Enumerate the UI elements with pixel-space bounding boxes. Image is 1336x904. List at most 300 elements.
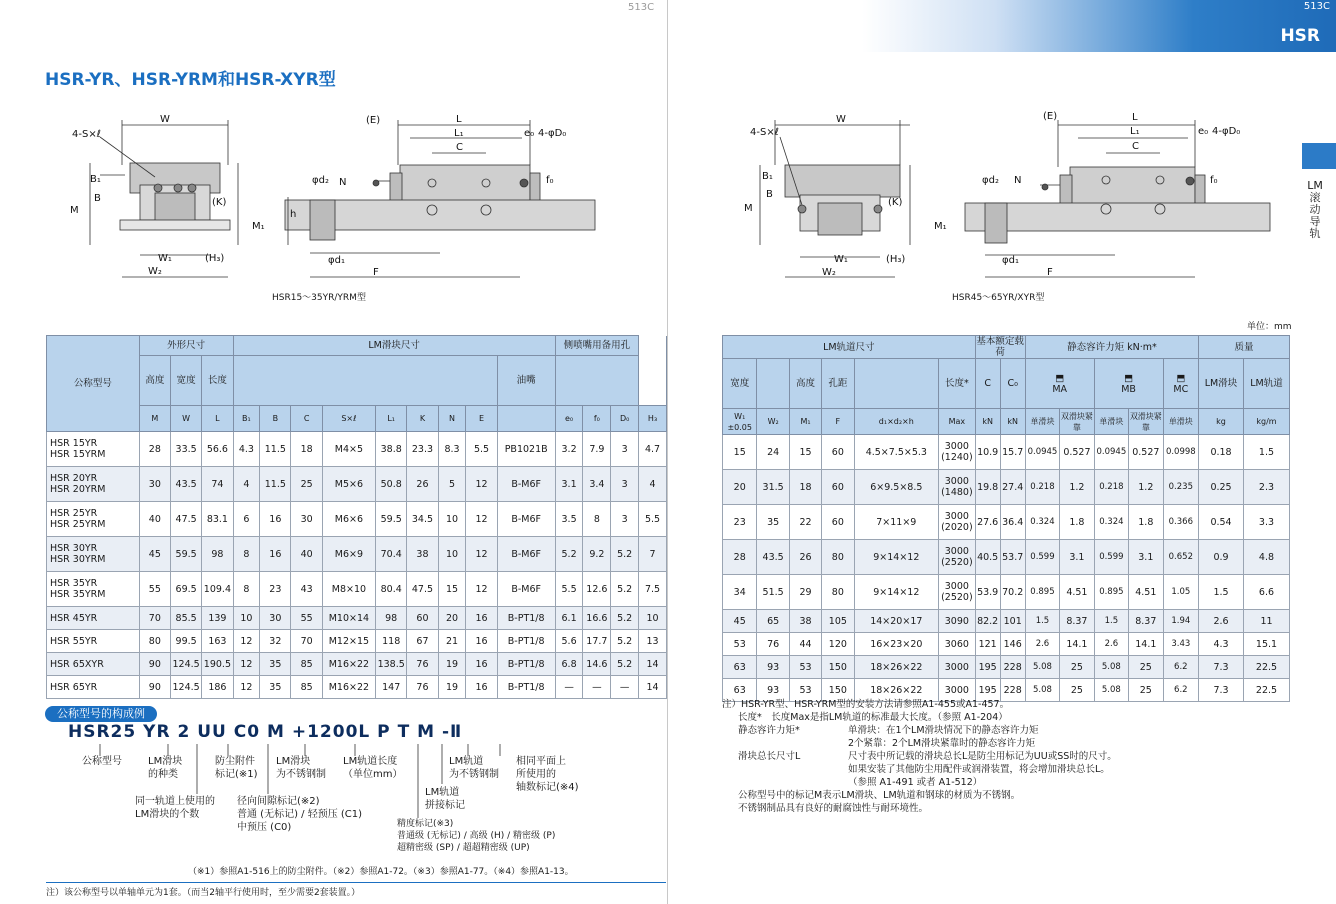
th-mb	[1094, 359, 1163, 409]
cell-l1: 50.8	[376, 467, 407, 502]
th-sym-h3: H₃	[639, 406, 667, 432]
th-sym-f0: f₀	[583, 406, 611, 432]
cell-mb1: 0.895	[1094, 575, 1128, 610]
cell-mb2: 1.8	[1129, 505, 1163, 540]
cell-mb2: 4.51	[1129, 575, 1163, 610]
cell-mc: 0.235	[1163, 470, 1199, 505]
cell-l1: 38.8	[376, 432, 407, 467]
cell-b1: 12	[233, 630, 260, 653]
th-sym-e0: e₀	[555, 406, 583, 432]
lbl-model: 公称型号	[82, 756, 122, 767]
cell-e0: —	[555, 676, 583, 699]
lbl-len-2: （单位mm）	[343, 769, 403, 780]
right-drawing-caption: HSR45～65YR/XYR型	[952, 293, 1045, 303]
r-lbl-b1: B₁	[762, 171, 773, 182]
lbl-steel	[276, 755, 326, 781]
table-row	[723, 505, 1290, 540]
cell-w1: 45	[723, 610, 757, 633]
cell-model-line: HSR 35YRM	[50, 589, 106, 600]
cell-b1: 8	[233, 537, 260, 572]
cell-cdyn: 121	[975, 633, 1000, 656]
cell-l: 74	[202, 467, 233, 502]
cell-max	[939, 575, 976, 610]
lbl-h: h	[290, 209, 297, 220]
cell-mc: 0.652	[1163, 540, 1199, 575]
note-3b: 2个紧靠：2个LM滑块紧靠时的静态容许力矩	[848, 738, 1036, 749]
cell-mb1: 2.6	[1094, 633, 1128, 656]
cell-e: 16	[466, 676, 497, 699]
th-sym-e: E	[466, 406, 497, 432]
cell-w1: 34	[723, 575, 757, 610]
cell-max-v: 3000	[944, 546, 969, 557]
cell-m1: 26	[789, 540, 821, 575]
cell-mb: 0.25	[1199, 470, 1244, 505]
cell-model	[47, 676, 140, 699]
th-sym-n: N	[438, 406, 466, 432]
r-lbl-f: F	[1047, 267, 1053, 278]
cell-m1: 18	[789, 470, 821, 505]
r-lbl-c: C	[1132, 141, 1139, 152]
table-row	[723, 610, 1290, 633]
cell-model-line: HSR 20YRM	[50, 484, 106, 495]
cell-k: 60	[407, 607, 438, 630]
cell-mb1: 0.0945	[1094, 435, 1128, 470]
cell-mb1: 5.08	[1094, 679, 1128, 702]
r-lbl-f0: f₀	[1210, 175, 1218, 186]
cell-c: 43	[291, 572, 322, 607]
th-sym-f: F	[822, 409, 854, 435]
cell-ma2: 3.1	[1060, 540, 1094, 575]
cell-m1: 53	[789, 656, 821, 679]
cell-c: 85	[291, 653, 322, 676]
lbl-f: F	[373, 267, 379, 278]
cell-ma2: 25	[1060, 656, 1094, 679]
cell-s: M16×22	[322, 676, 375, 699]
cell-c0: 228	[1000, 679, 1025, 702]
cell-mr: 22.5	[1243, 679, 1289, 702]
cell-mb2: 1.2	[1129, 470, 1163, 505]
th-sym-w1-v: W₁	[734, 411, 746, 421]
r-lbl-d2: φd₂	[982, 175, 999, 186]
cell-s: M8×10	[322, 572, 375, 607]
spec-table-left	[46, 335, 667, 699]
cell-h3: 7	[639, 537, 667, 572]
cell-h3: 14	[639, 676, 667, 699]
lbl-acc-2: 普通级 (无标记) / 高级 (H) / 精密级 (P)	[397, 831, 556, 841]
notes	[722, 698, 1312, 815]
cell-d: 6×9.5×8.5	[854, 470, 939, 505]
cell-f: 60	[822, 505, 854, 540]
note-3-label: 静态容许力矩*	[738, 725, 800, 736]
cell-mr: 15.1	[1243, 633, 1289, 656]
note-4c: （参照 A1-491 或者 A1-512）	[848, 777, 983, 788]
cell-l: 98	[202, 537, 233, 572]
cell-model-line: HSR 65XYR	[50, 658, 104, 670]
cell-mc: 3.43	[1163, 633, 1199, 656]
cell-mb1: 0.218	[1094, 470, 1128, 505]
cell-mc: 0.0998	[1163, 435, 1199, 470]
cell-model	[47, 653, 140, 676]
page-title: HSR-YR、HSR-YRM和HSR-XYR型	[45, 70, 336, 90]
cell-f: 60	[822, 470, 854, 505]
th-sym-m: M	[139, 406, 170, 432]
cell-s: M4×5	[322, 432, 375, 467]
th-sym-b: B	[260, 406, 291, 432]
cell-model-line: HSR 45YR	[50, 612, 98, 624]
th-mb-label: MB	[1121, 383, 1136, 395]
cell-model-line: HSR 15YRM	[50, 449, 106, 460]
cell-cdyn: 195	[975, 656, 1000, 679]
th-sym-kn: kN	[975, 409, 1000, 435]
table-row	[47, 607, 667, 630]
cell-l: 83.1	[202, 502, 233, 537]
cell-b1: 4.3	[233, 432, 260, 467]
cell-mb1: 5.08	[1094, 656, 1128, 679]
th-rail-len: 长度*	[939, 359, 976, 409]
cell-mc: 0.366	[1163, 505, 1199, 540]
cell-mb2: 0.527	[1129, 435, 1163, 470]
cell-h3: 10	[639, 607, 667, 630]
page-spine	[667, 0, 668, 904]
th-block: LM滑块尺寸	[233, 336, 555, 356]
lbl-k: (K)	[212, 197, 227, 208]
cell-max-v: 3000	[944, 441, 969, 452]
cell-w: 124.5	[170, 653, 201, 676]
cell-e: 5.5	[466, 432, 497, 467]
cell-b: 35	[260, 653, 291, 676]
th-sym-sl: S×ℓ	[322, 406, 375, 432]
cell-f0: 9.2	[583, 537, 611, 572]
table-row	[723, 656, 1290, 679]
cell-cdyn: 10.9	[975, 435, 1000, 470]
cell-m1: 29	[789, 575, 821, 610]
cell-e0: 6.1	[555, 607, 583, 630]
cell-k: 23.3	[407, 432, 438, 467]
table-row	[47, 467, 667, 502]
r-lbl-4s: 4-S×ℓ	[750, 127, 779, 138]
table-row	[723, 575, 1290, 610]
cell-ma2: 25	[1060, 679, 1094, 702]
cell-b: 16	[260, 502, 291, 537]
lbl-joint-2: 拼接标记	[425, 800, 465, 811]
cell-ma1: 1.5	[1025, 610, 1059, 633]
lbl-clear-2: 普通 (无标记) / 轻预压 (C1)	[237, 809, 363, 820]
table-row	[47, 537, 667, 572]
cell-w1: 23	[723, 505, 757, 540]
cell-w1: 53	[723, 633, 757, 656]
cell-d0: —	[611, 676, 639, 699]
cell-l: 109.4	[202, 572, 233, 607]
lbl-dust-1: 防尘附件	[215, 756, 255, 767]
th-sym-w1	[723, 409, 757, 435]
cell-f: 80	[822, 575, 854, 610]
cell-b: 11.5	[260, 432, 291, 467]
cell-e0: 5.5	[555, 572, 583, 607]
cell-c: 70	[291, 630, 322, 653]
cell-max-alt: (1480)	[941, 487, 973, 498]
cell-k: 47.5	[407, 572, 438, 607]
code-part-type: YR	[143, 722, 171, 742]
cell-n: 21	[438, 630, 466, 653]
cell-c0: 101	[1000, 610, 1025, 633]
cell-model	[47, 537, 140, 572]
cell-b1: 8	[233, 572, 260, 607]
note-3a: 单滑块：在1个LM滑块情况下的静态容许力矩	[848, 725, 1039, 736]
table-row	[47, 630, 667, 653]
cell-mr: 3.3	[1243, 505, 1289, 540]
cell-max-v: 3060	[944, 638, 969, 650]
cell-ma1: 0.599	[1025, 540, 1059, 575]
cell-w1: 15	[723, 435, 757, 470]
cell-l1: 147	[376, 676, 407, 699]
cell-d0: 5.2	[611, 572, 639, 607]
th-mass: 质量	[1199, 336, 1290, 359]
lbl-rsteel-1: LM轨道	[449, 756, 484, 767]
side-tab	[1302, 143, 1336, 169]
lbl-type	[148, 755, 182, 781]
cell-ma2: 14.1	[1060, 633, 1094, 656]
table-row	[47, 572, 667, 607]
table-row	[723, 435, 1290, 470]
cell-s: M16×22	[322, 653, 375, 676]
th-sym-m1: M₁	[789, 409, 821, 435]
cell-c0: 53.7	[1000, 540, 1025, 575]
cell-d0: 5.2	[611, 653, 639, 676]
cell-d: 18×26×22	[854, 679, 939, 702]
th-model: 公称型号	[47, 336, 140, 432]
lbl-d1: φd₁	[328, 255, 345, 266]
r-lbl-w1: W₁	[834, 254, 848, 265]
cell-mr: 22.5	[1243, 656, 1289, 679]
lbl-axis-2: 所使用的	[516, 769, 556, 780]
cell-n: 5	[438, 467, 466, 502]
th-sym-d0: D₀	[611, 406, 639, 432]
right-page-number: 513C	[1303, 1, 1330, 12]
cell-k: 38	[407, 537, 438, 572]
cell-max	[939, 610, 976, 633]
cell-s: M12×15	[322, 630, 375, 653]
cell-h3: 4	[639, 467, 667, 502]
cell-mc: 1.94	[1163, 610, 1199, 633]
lbl-n: N	[339, 177, 347, 188]
cell-w2: 93	[757, 679, 789, 702]
th-sidehole: 侧喷嘴用备用孔	[555, 336, 638, 356]
cell-e: 12	[466, 537, 497, 572]
cell-oil: B-M6F	[497, 537, 555, 572]
th-pitch: 孔距	[822, 359, 854, 409]
cell-max-alt: (2520)	[941, 557, 973, 568]
note-6: 不锈钢制品具有良好的耐腐蚀性与耐环境性。	[738, 803, 929, 814]
cell-mb: 0.9	[1199, 540, 1244, 575]
code-refs: （※1）参照A1-516上的防尘附件。（※2）参照A1-72。（※3）参照A1-77。（※4）参照A1-13。	[188, 867, 574, 877]
code-part-accuracy: P	[377, 722, 391, 742]
lbl-dust-2: 标记(※1)	[215, 769, 258, 780]
th-moment: 静态容许力矩 kN·m*	[1025, 336, 1198, 359]
cell-oil: B-PT1/8	[497, 607, 555, 630]
cell-e: 16	[466, 630, 497, 653]
mc-icon: ⬒	[1176, 372, 1186, 384]
cell-b1: 12	[233, 676, 260, 699]
cell-c: 40	[291, 537, 322, 572]
cell-l: 56.6	[202, 432, 233, 467]
cell-n: 8.3	[438, 432, 466, 467]
cell-f0: 17.7	[583, 630, 611, 653]
th-mass-block: LM滑块	[1199, 359, 1244, 409]
cell-f0: 14.6	[583, 653, 611, 676]
cell-h3: 4.7	[639, 432, 667, 467]
cell-k: 76	[407, 676, 438, 699]
th-rating: 基本额定载荷	[976, 336, 1024, 358]
cell-l1: 118	[376, 630, 407, 653]
cell-max-v: 3000	[944, 476, 969, 487]
cell-model-line: HSR 55YR	[50, 635, 98, 647]
cell-m: 40	[139, 502, 170, 537]
lbl-l1: L₁	[454, 128, 464, 139]
cell-mb: 0.54	[1199, 505, 1244, 540]
lbl-4d0: 4-φD₀	[538, 128, 567, 139]
cell-c0: 70.2	[1000, 575, 1025, 610]
cell-h3: 7.5	[639, 572, 667, 607]
cell-e0: 3.1	[555, 467, 583, 502]
lbl-steel-1: LM滑块	[276, 756, 311, 767]
lbl-e0: e₀	[524, 128, 535, 139]
cell-model	[47, 502, 140, 537]
code-part-rail-steel: M	[417, 722, 436, 742]
note-5: 公称型号中的标记M表示LM滑块、LM轨道和钢球的材质为不锈钢。	[738, 790, 1021, 801]
cell-s: M10×14	[322, 607, 375, 630]
cell-m1: 22	[789, 505, 821, 540]
table-row	[723, 470, 1290, 505]
cell-max	[939, 505, 976, 540]
cell-c0: 27.4	[1000, 470, 1025, 505]
note-4-label: 滑块总长尺寸L	[738, 751, 801, 762]
cell-max-v: 3000	[944, 661, 969, 673]
lbl-axis-1: 相同平面上	[516, 756, 566, 767]
th-sym-kgm: kg/m	[1243, 409, 1289, 435]
cell-cdyn: 40.5	[975, 540, 1000, 575]
cell-e: 16	[466, 607, 497, 630]
th-width: 宽度	[170, 356, 201, 406]
cell-f0: 12.6	[583, 572, 611, 607]
cell-w: 59.5	[170, 537, 201, 572]
lbl-type-1: LM滑块	[148, 756, 183, 767]
cell-f0: 7.9	[583, 432, 611, 467]
cell-k: 76	[407, 653, 438, 676]
cell-d0: 5.2	[611, 537, 639, 572]
cell-w2: 31.5	[757, 470, 789, 505]
cell-d0: 3	[611, 502, 639, 537]
cell-max	[939, 540, 976, 575]
cell-max	[939, 470, 976, 505]
cell-m1: 44	[789, 633, 821, 656]
lbl-c: C	[456, 142, 463, 153]
cell-d: 7×11×9	[854, 505, 939, 540]
note-4a: 尺寸表中所记载的滑块总长L是防尘用标记为UU或SS时的尺寸。	[848, 751, 1117, 762]
lbl-b1: B₁	[90, 174, 101, 185]
lbl-type-2: 的种类	[148, 769, 178, 780]
cell-f0: 16.6	[583, 607, 611, 630]
table-row	[47, 502, 667, 537]
cell-d0: 5.2	[611, 607, 639, 630]
cell-d0: 3	[611, 467, 639, 502]
mb-icon: ⬒	[1124, 372, 1134, 384]
cell-model	[47, 432, 140, 467]
table-row	[723, 633, 1290, 656]
cell-b: 30	[260, 607, 291, 630]
cell-mb: 2.6	[1199, 610, 1244, 633]
th-sym-w2: W₂	[757, 409, 789, 435]
th-sym-b1: B₁	[233, 406, 260, 432]
cell-d0: 3	[611, 432, 639, 467]
r-lbl-e0: e₀	[1198, 126, 1209, 137]
cell-mc: 1.05	[1163, 575, 1199, 610]
divider	[46, 882, 666, 883]
cell-oil: B-M6F	[497, 467, 555, 502]
cell-w2: 24	[757, 435, 789, 470]
lbl-clearance	[237, 795, 362, 834]
lbl-w1: W₁	[158, 253, 172, 264]
code-part-axis: -Ⅱ	[441, 722, 463, 742]
cell-c0: 15.7	[1000, 435, 1025, 470]
cell-mb1: 1.5	[1094, 610, 1128, 633]
cell-d: 9×14×12	[854, 575, 939, 610]
th-rail-height: 高度	[789, 359, 821, 409]
lbl-joint	[425, 786, 465, 812]
code-part-joint: T	[397, 722, 411, 742]
cell-f: 150	[822, 656, 854, 679]
th-rail: LM轨道尺寸	[723, 336, 976, 359]
cell-l: 190.5	[202, 653, 233, 676]
r-lbl-d1: φd₁	[1002, 255, 1019, 266]
cell-f: 120	[822, 633, 854, 656]
cell-b1: 12	[233, 653, 260, 676]
cell-w: 47.5	[170, 502, 201, 537]
lbl-clear-1: 径向间隙标记(※2)	[237, 796, 320, 807]
lbl-f0: f₀	[546, 175, 554, 186]
cell-w2: 43.5	[757, 540, 789, 575]
th-sym-w: W	[170, 406, 201, 432]
cell-w2: 93	[757, 656, 789, 679]
cell-mr: 6.6	[1243, 575, 1289, 610]
cell-f: 80	[822, 540, 854, 575]
lbl-b: B	[94, 193, 101, 204]
lbl-rsteel-2: 为不锈钢制	[449, 769, 499, 780]
cell-w: 85.5	[170, 607, 201, 630]
cell-d: 9×14×12	[854, 540, 939, 575]
lbl-count-1: 同一轨道上使用的	[135, 796, 215, 807]
r-lbl-l1: L₁	[1130, 126, 1140, 137]
r-lbl-e: (E)	[1043, 111, 1058, 122]
cell-w1: 20	[723, 470, 757, 505]
bottom-note: 注）该公称型号以单轴单元为1套。（而当2轴平行使用时，至少需要2套装置。）	[46, 888, 361, 898]
cell-ma2: 0.527	[1060, 435, 1094, 470]
cell-c: 25	[291, 467, 322, 502]
code-example	[68, 722, 462, 742]
lbl-rail-steel	[449, 755, 499, 781]
lbl-len-1: LM轨道长度	[343, 756, 398, 767]
cell-mb: 7.3	[1199, 679, 1244, 702]
cell-b: 35	[260, 676, 291, 699]
th-cdyn: C	[975, 359, 1000, 409]
cell-cdyn: 19.8	[975, 470, 1000, 505]
cell-n: 20	[438, 607, 466, 630]
cell-s: M6×9	[322, 537, 375, 572]
lbl-d2: φd₂	[312, 175, 329, 186]
cell-w1: 63	[723, 679, 757, 702]
cell-e0: 3.2	[555, 432, 583, 467]
cell-w: 43.5	[170, 467, 201, 502]
lbl-acc-3: 超精密级 (SP) / 超超精密级 (UP)	[397, 843, 530, 853]
